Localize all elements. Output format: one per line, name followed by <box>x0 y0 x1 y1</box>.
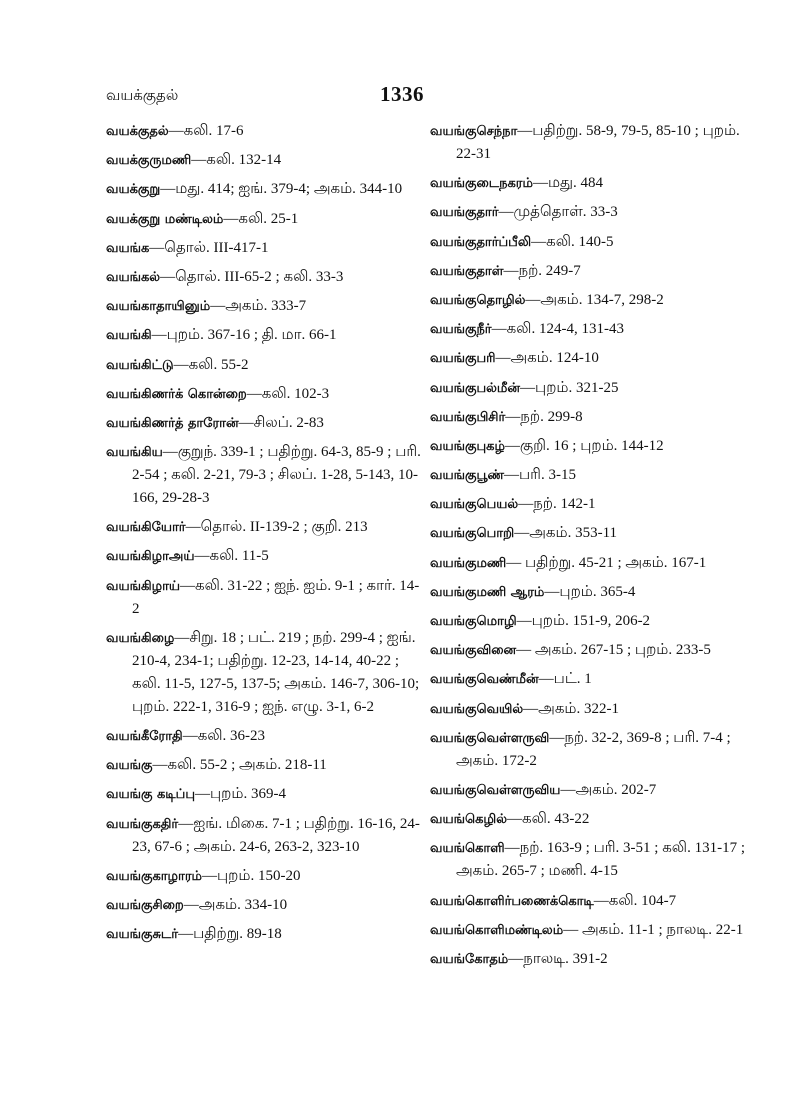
index-entry <box>430 377 750 400</box>
entry-headword: வயங்குவெள்ளருவிய <box>430 782 561 798</box>
entry-headword: வயங்கு <box>106 758 153 774</box>
entry-headword: வயங்குபரி <box>430 351 496 367</box>
entry-references: —தொல். III-65-2 ; கலி. 33-3 <box>160 268 344 285</box>
index-entry <box>430 639 750 662</box>
entry-headword: வயங்குசிறை <box>106 897 184 913</box>
index-entry <box>430 435 750 458</box>
entry-references: —மது. 484 <box>532 175 604 192</box>
entry-references: —புறம். 369-4 <box>195 786 286 803</box>
entry-headword: வயங்குபிசிர் <box>430 409 506 425</box>
entry-references: —குறி. 16 ; புறம். 144-12 <box>504 437 664 454</box>
entry-references: —அகம். 202-7 <box>560 781 657 798</box>
index-entry <box>430 727 750 773</box>
entry-references: —நற். 142-1 <box>518 496 596 513</box>
index-entry <box>430 493 750 516</box>
entry-references: — அகம். 267-15 ; புறம். 233-5 <box>516 642 711 659</box>
entry-headword: வயங்காதாயினும் <box>106 299 211 315</box>
entry-references: —அகம். 334-10 <box>183 896 288 913</box>
entry-references: —புறம். 367-16 ; தி. மா. 66-1 <box>151 327 337 344</box>
entry-references: —அகம். 134-7, 298-2 <box>525 291 664 308</box>
entry-headword: வயங்குபுகழ் <box>430 438 505 454</box>
index-entry <box>106 813 426 859</box>
entry-references: — அகம். 11-1 ; நாலடி. 22-1 <box>563 921 744 938</box>
entry-headword: வயங்குசெந்நா <box>430 124 518 139</box>
entry-headword: வயங்கொளி <box>430 841 505 857</box>
entry-references: —நற். 249-7 <box>503 262 581 279</box>
entry-references: —கலி. 11-5 <box>194 548 269 565</box>
entry-references: —அகம். 353-11 <box>514 525 618 542</box>
entry-headword: வயங்கல் <box>106 269 161 285</box>
index-entry <box>430 890 750 913</box>
index-entry <box>106 865 426 888</box>
index-entry <box>430 260 750 283</box>
entry-headword: வயங்கிழாய் <box>106 578 181 594</box>
index-entry <box>430 668 750 691</box>
entry-headword: வயங்கோதம் <box>430 951 509 967</box>
entry-references: —பரி. 3-15 <box>504 467 576 484</box>
entry-headword: வயங்குவெண்மீன் <box>430 672 539 688</box>
index-entry <box>106 237 426 260</box>
right-column <box>430 120 750 977</box>
entry-references: —புறம். 365-4 <box>544 583 636 600</box>
index-entry <box>106 754 426 777</box>
entry-headword: வயங்குமணி <box>430 555 507 571</box>
index-entry <box>106 295 426 318</box>
entry-references: —குறுந். 339-1 ; பதிற்று. 64-3, 85-9 ; பரி. 2-54 ; கலி. 2-21, 79-3 ; சிலப். 1-28, 5-143, 10-166, 29-28-3 <box>132 444 421 507</box>
index-entry <box>106 120 426 143</box>
entry-references: —நற். 163-9 ; பரி. 3-51 ; கலி. 131-17 ; அகம். 265-7 ; மணி. 4-15 <box>456 840 745 880</box>
index-entry <box>430 289 750 312</box>
entry-references: —மது. 414; ஐங். 379-4; அகம். 344-10 <box>160 181 403 198</box>
index-entry <box>106 441 426 510</box>
entry-headword: வயங்குபொறி <box>430 526 515 542</box>
entry-headword: வயங்கிழாஅய் <box>106 549 195 565</box>
entry-headword: வயக்குருமணி <box>106 153 192 169</box>
index-entry <box>430 948 750 971</box>
entry-headword: வயங்குபூண் <box>430 468 504 484</box>
entry-references: —புறம். 321-25 <box>520 379 619 396</box>
entry-headword: வயங்குவெள்ளருவி <box>430 730 550 746</box>
entry-headword: வயங்குதார்ப்பீலி <box>430 234 532 250</box>
entry-headword: வயங்குவெயில் <box>430 701 524 717</box>
index-entry <box>106 923 426 946</box>
index-entry <box>430 837 750 883</box>
index-entry <box>106 575 426 621</box>
entry-references: —சிலப். 2-83 <box>238 414 324 431</box>
index-entry <box>106 324 426 347</box>
index-entry <box>430 347 750 370</box>
index-entry <box>106 894 426 917</box>
entry-references: —தொல். III-417-1 <box>149 239 269 256</box>
entry-references: —கலி. 36-23 <box>182 728 266 744</box>
index-entry <box>106 178 426 201</box>
entry-references: —கலி. 124-4, 131-43 <box>491 321 624 338</box>
entry-references: —கலி. 140-5 <box>531 233 614 250</box>
entry-references: —முத்தொள். 33-3 <box>498 204 618 221</box>
index-entry <box>430 406 750 429</box>
entry-references: —ஐங். மிகை. 7-1 ; பதிற்று. 16-16, 24-23, 67-6 ; அகம். 24-6, 263-2, 323-10 <box>132 815 420 855</box>
entry-headword: வயங்குபெயல் <box>430 497 519 513</box>
index-entry <box>430 464 750 487</box>
entry-headword: வயங்கி <box>106 328 152 344</box>
entry-headword: வயங்கிணர்த் தாரோன் <box>106 415 239 431</box>
index-entry <box>430 120 750 166</box>
entry-headword: வயங்குவினை <box>430 643 517 659</box>
index-entry <box>430 581 750 604</box>
entry-references: —அகம். 322-1 <box>523 700 619 717</box>
entry-headword: வயங்கிட்டு <box>106 357 174 373</box>
index-entry <box>106 412 426 435</box>
index-entry <box>430 318 750 341</box>
left-column <box>106 120 426 952</box>
index-entry <box>106 383 426 406</box>
entry-headword: வயங்குகாழாரம் <box>106 868 202 884</box>
entry-headword: வயங்கொளிமண்டிலம் <box>430 922 564 938</box>
entry-headword: வயங்குதாள் <box>430 263 504 279</box>
index-entry <box>106 627 426 719</box>
entry-headword: வயங்குதொழில் <box>430 292 526 308</box>
entry-headword: வயக்குதல் <box>106 124 169 139</box>
index-entry <box>430 552 750 575</box>
index-entry <box>430 172 750 195</box>
entry-headword: வயங்குடைநகரம் <box>430 176 533 192</box>
entry-references: —அகம். 124-10 <box>495 350 599 367</box>
entry-headword: வயங்குபல்மீன் <box>430 380 521 396</box>
index-entry <box>106 783 426 806</box>
entry-references: —கலி. 132-14 <box>191 152 282 169</box>
entry-references: —பதிற்று. 89-18 <box>178 926 282 943</box>
entry-references: —சிறு. 18 ; பட். 219 ; நற். 299-4 ; ஐங். 210-4, 234-1; பதிற்று. 12-23, 14-14, 40-22 ; கலி. 11-5, 127-5, 137-5; அகம். 146-7, 306-10; புறம். 222-1, 316-9 ; ஐந். எழு. 3-1, 6-2 <box>132 629 420 715</box>
entry-headword: வயக்குறு மண்டிலம் <box>106 211 224 227</box>
index-entry <box>430 779 750 802</box>
entry-references: —கலி. 55-2 ; அகம். 218-11 <box>152 757 327 774</box>
index-entry <box>106 266 426 289</box>
entry-references: —கலி. 17-6 <box>168 123 244 139</box>
entry-references: —அகம். 333-7 <box>210 298 307 315</box>
entry-headword: வயங்குசுடர் <box>106 927 179 943</box>
entry-headword: வயங்குமொழி <box>430 614 517 629</box>
entry-references: —கலி. 55-2 <box>173 356 249 373</box>
index-entry <box>106 149 426 172</box>
entry-references: —நாலடி. 391-2 <box>508 950 608 967</box>
entry-headword: வயக்குறு <box>106 182 161 198</box>
index-entry <box>430 201 750 224</box>
entry-references: —பட். 1 <box>538 671 592 688</box>
entry-references: —கலி. 104-7 <box>593 892 677 909</box>
entry-headword: வயங்கொளிர்பணைக்கொடி <box>430 893 594 909</box>
index-entry <box>106 516 426 539</box>
page-number: 1336 <box>380 82 424 106</box>
entry-references: —புறம். 150-20 <box>202 867 301 884</box>
entry-headword: வயங்குகதிர் <box>106 816 179 832</box>
entry-headword: வயங்கியோர் <box>106 520 186 536</box>
entry-headword: வயங்குதார் <box>430 205 499 221</box>
entry-headword: வயங்கிணர்க் கொன்றை <box>106 386 247 402</box>
index-entry <box>430 808 750 831</box>
entry-headword: வயங்கெழில் <box>430 812 507 828</box>
entry-headword: வயங்குநீர் <box>430 322 492 338</box>
entry-headword: வயங்க <box>106 240 150 256</box>
index-entry <box>430 231 750 254</box>
entry-headword: வயங்கிய <box>106 445 163 461</box>
index-entry <box>430 522 750 545</box>
index-entry <box>430 610 750 633</box>
index-entry <box>106 725 426 748</box>
entry-references: —நற். 299-8 <box>505 408 583 425</box>
entry-references: —தொல். II-139-2 ; குறி. 213 <box>185 519 368 536</box>
entry-headword: வயங்கிழை <box>106 630 175 646</box>
entry-references: —கலி. 25-1 <box>223 210 299 227</box>
entry-headword: வயங்குமணி ஆரம் <box>430 584 545 600</box>
entry-references: —நற். 32-2, 369-8 ; பரி. 7-4 ; அகம். 172-2 <box>456 729 731 769</box>
running-head: வயக்குதல் <box>106 86 179 104</box>
entry-references: —கலி. 31-22 ; ஐந். ஐம். 9-1 ; கார். 14-2 <box>132 577 420 617</box>
index-entry <box>106 545 426 568</box>
entry-references: —பதிற்று. 58-9, 79-5, 85-10 ; புறம். 22-31 <box>456 123 740 162</box>
entry-references: —கலி. 102-3 <box>246 385 330 402</box>
entry-references: —புறம். 151-9, 206-2 <box>516 613 651 629</box>
entry-references: —கலி. 43-22 <box>507 811 590 828</box>
index-entry <box>106 208 426 231</box>
index-entry <box>430 919 750 942</box>
index-entry <box>106 354 426 377</box>
entry-references: — பதிற்று. 45-21 ; அகம். 167-1 <box>506 554 707 571</box>
entry-headword: வயங்கு கடிப்பு <box>106 787 195 803</box>
entry-headword: வயங்கீரோதி <box>106 729 183 744</box>
index-entry <box>430 698 750 721</box>
